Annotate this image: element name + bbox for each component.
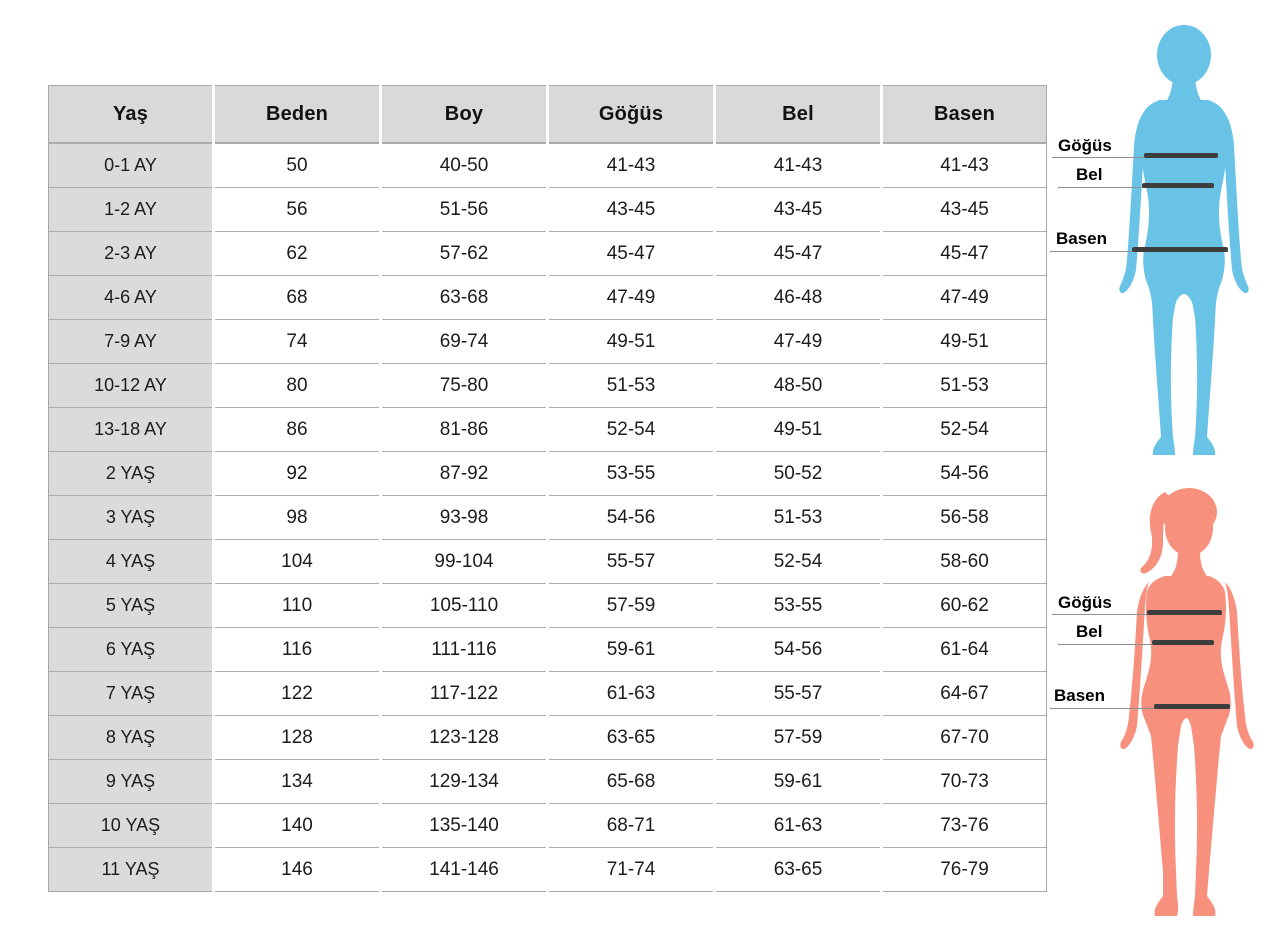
table-row xyxy=(48,715,1047,759)
value-cell: 68 xyxy=(215,275,379,319)
value-cell: 43-45 xyxy=(883,187,1047,231)
value-cell: 105-110 xyxy=(382,583,546,627)
value-cell: 43-45 xyxy=(549,187,713,231)
value-cell: 55-57 xyxy=(716,671,880,715)
value-cell: 54-56 xyxy=(549,495,713,539)
value-cell: 110 xyxy=(215,583,379,627)
boy-hip-label: Basen xyxy=(1056,229,1108,248)
value-cell: 62 xyxy=(215,231,379,275)
column-header: Bel xyxy=(716,85,880,143)
value-cell: 76-79 xyxy=(883,847,1047,892)
row-label-cell: 4 YAŞ xyxy=(48,539,212,583)
value-cell: 59-61 xyxy=(716,759,880,803)
value-cell: 99-104 xyxy=(382,539,546,583)
table-row xyxy=(48,319,1047,363)
row-label-cell: 0-1 AY xyxy=(48,143,212,187)
value-cell: 52-54 xyxy=(549,407,713,451)
value-cell: 58-60 xyxy=(883,539,1047,583)
value-cell: 69-74 xyxy=(382,319,546,363)
value-cell: 47-49 xyxy=(716,319,880,363)
value-cell: 40-50 xyxy=(382,143,546,187)
column-header: Yaş xyxy=(48,85,212,143)
value-cell: 63-68 xyxy=(382,275,546,319)
column-header: Beden xyxy=(215,85,379,143)
value-cell: 52-54 xyxy=(716,539,880,583)
boy-chest-label: Göğüs xyxy=(1058,136,1112,155)
table-row xyxy=(48,407,1047,451)
value-cell: 61-64 xyxy=(883,627,1047,671)
table-row xyxy=(48,803,1047,847)
row-label-cell: 8 YAŞ xyxy=(48,715,212,759)
table-row xyxy=(48,187,1047,231)
row-label-cell: 2-3 AY xyxy=(48,231,212,275)
row-label-cell: 3 YAŞ xyxy=(48,495,212,539)
value-cell: 53-55 xyxy=(716,583,880,627)
value-cell: 41-43 xyxy=(883,143,1047,187)
girl-chest-measure-line xyxy=(1147,610,1222,615)
row-label-cell: 6 YAŞ xyxy=(48,627,212,671)
value-cell: 61-63 xyxy=(716,803,880,847)
value-cell: 41-43 xyxy=(716,143,880,187)
table-row xyxy=(48,363,1047,407)
value-cell: 51-56 xyxy=(382,187,546,231)
value-cell: 49-51 xyxy=(883,319,1047,363)
row-label-cell: 9 YAŞ xyxy=(48,759,212,803)
value-cell: 129-134 xyxy=(382,759,546,803)
value-cell: 81-86 xyxy=(382,407,546,451)
column-header: Göğüs xyxy=(549,85,713,143)
value-cell: 51-53 xyxy=(883,363,1047,407)
girl-chest-label: Göğüs xyxy=(1058,593,1112,612)
value-cell: 46-48 xyxy=(716,275,880,319)
row-label-cell: 10-12 AY xyxy=(48,363,212,407)
value-cell: 56 xyxy=(215,187,379,231)
value-cell: 47-49 xyxy=(883,275,1047,319)
value-cell: 141-146 xyxy=(382,847,546,892)
table-row xyxy=(48,275,1047,319)
value-cell: 86 xyxy=(215,407,379,451)
value-cell: 67-70 xyxy=(883,715,1047,759)
column-header: Basen xyxy=(883,85,1047,143)
value-cell: 49-51 xyxy=(716,407,880,451)
header-row xyxy=(48,85,1047,143)
value-cell: 75-80 xyxy=(382,363,546,407)
boy-waist-measure-line xyxy=(1142,183,1214,188)
value-cell: 70-73 xyxy=(883,759,1047,803)
value-cell: 45-47 xyxy=(549,231,713,275)
value-cell: 57-62 xyxy=(382,231,546,275)
value-cell: 134 xyxy=(215,759,379,803)
boy-hip-measure-line xyxy=(1132,247,1228,252)
value-cell: 56-58 xyxy=(883,495,1047,539)
value-cell: 53-55 xyxy=(549,451,713,495)
value-cell: 123-128 xyxy=(382,715,546,759)
value-cell: 71-74 xyxy=(549,847,713,892)
value-cell: 140 xyxy=(215,803,379,847)
value-cell: 92 xyxy=(215,451,379,495)
table-row xyxy=(48,759,1047,803)
table-row xyxy=(48,671,1047,715)
girl-waist-label: Bel xyxy=(1076,622,1103,641)
value-cell: 55-57 xyxy=(549,539,713,583)
value-cell: 63-65 xyxy=(716,847,880,892)
girl-hip-label: Basen xyxy=(1054,686,1106,705)
column-header: Boy xyxy=(382,85,546,143)
table-body xyxy=(48,143,1047,892)
boy-waist-label: Bel xyxy=(1076,165,1103,184)
girl-waist-measure-line xyxy=(1152,640,1214,645)
value-cell: 65-68 xyxy=(549,759,713,803)
table-row xyxy=(48,495,1047,539)
value-cell: 111-116 xyxy=(382,627,546,671)
value-cell: 57-59 xyxy=(716,715,880,759)
table-row xyxy=(48,847,1047,892)
value-cell: 60-62 xyxy=(883,583,1047,627)
row-label-cell: 11 YAŞ xyxy=(48,847,212,892)
table-row xyxy=(48,627,1047,671)
value-cell: 54-56 xyxy=(716,627,880,671)
value-cell: 50 xyxy=(215,143,379,187)
value-cell: 45-47 xyxy=(716,231,880,275)
value-cell: 128 xyxy=(215,715,379,759)
value-cell: 61-63 xyxy=(549,671,713,715)
row-label-cell: 5 YAŞ xyxy=(48,583,212,627)
value-cell: 52-54 xyxy=(883,407,1047,451)
girl-hip-measure-line xyxy=(1154,704,1230,709)
size-table xyxy=(45,85,1050,892)
value-cell: 73-76 xyxy=(883,803,1047,847)
value-cell: 49-51 xyxy=(549,319,713,363)
value-cell: 48-50 xyxy=(716,363,880,407)
value-cell: 63-65 xyxy=(549,715,713,759)
value-cell: 45-47 xyxy=(883,231,1047,275)
value-cell: 93-98 xyxy=(382,495,546,539)
value-cell: 74 xyxy=(215,319,379,363)
value-cell: 54-56 xyxy=(883,451,1047,495)
value-cell: 116 xyxy=(215,627,379,671)
value-cell: 43-45 xyxy=(716,187,880,231)
value-cell: 98 xyxy=(215,495,379,539)
value-cell: 87-92 xyxy=(382,451,546,495)
value-cell: 50-52 xyxy=(716,451,880,495)
row-label-cell: 4-6 AY xyxy=(48,275,212,319)
value-cell: 47-49 xyxy=(549,275,713,319)
table-row xyxy=(48,583,1047,627)
value-cell: 68-71 xyxy=(549,803,713,847)
table-row xyxy=(48,539,1047,583)
value-cell: 51-53 xyxy=(549,363,713,407)
value-cell: 104 xyxy=(215,539,379,583)
table-row xyxy=(48,231,1047,275)
table-row xyxy=(48,451,1047,495)
row-label-cell: 2 YAŞ xyxy=(48,451,212,495)
value-cell: 64-67 xyxy=(883,671,1047,715)
value-cell: 122 xyxy=(215,671,379,715)
value-cell: 41-43 xyxy=(549,143,713,187)
value-cell: 135-140 xyxy=(382,803,546,847)
table-row xyxy=(48,143,1047,187)
row-label-cell: 7 YAŞ xyxy=(48,671,212,715)
value-cell: 146 xyxy=(215,847,379,892)
value-cell: 59-61 xyxy=(549,627,713,671)
value-cell: 51-53 xyxy=(716,495,880,539)
boy-chest-measure-line xyxy=(1144,153,1218,158)
value-cell: 57-59 xyxy=(549,583,713,627)
row-label-cell: 13-18 AY xyxy=(48,407,212,451)
row-label-cell: 1-2 AY xyxy=(48,187,212,231)
value-cell: 117-122 xyxy=(382,671,546,715)
size-table-grid xyxy=(45,85,1050,892)
row-label-cell: 10 YAŞ xyxy=(48,803,212,847)
value-cell: 80 xyxy=(215,363,379,407)
row-label-cell: 7-9 AY xyxy=(48,319,212,363)
